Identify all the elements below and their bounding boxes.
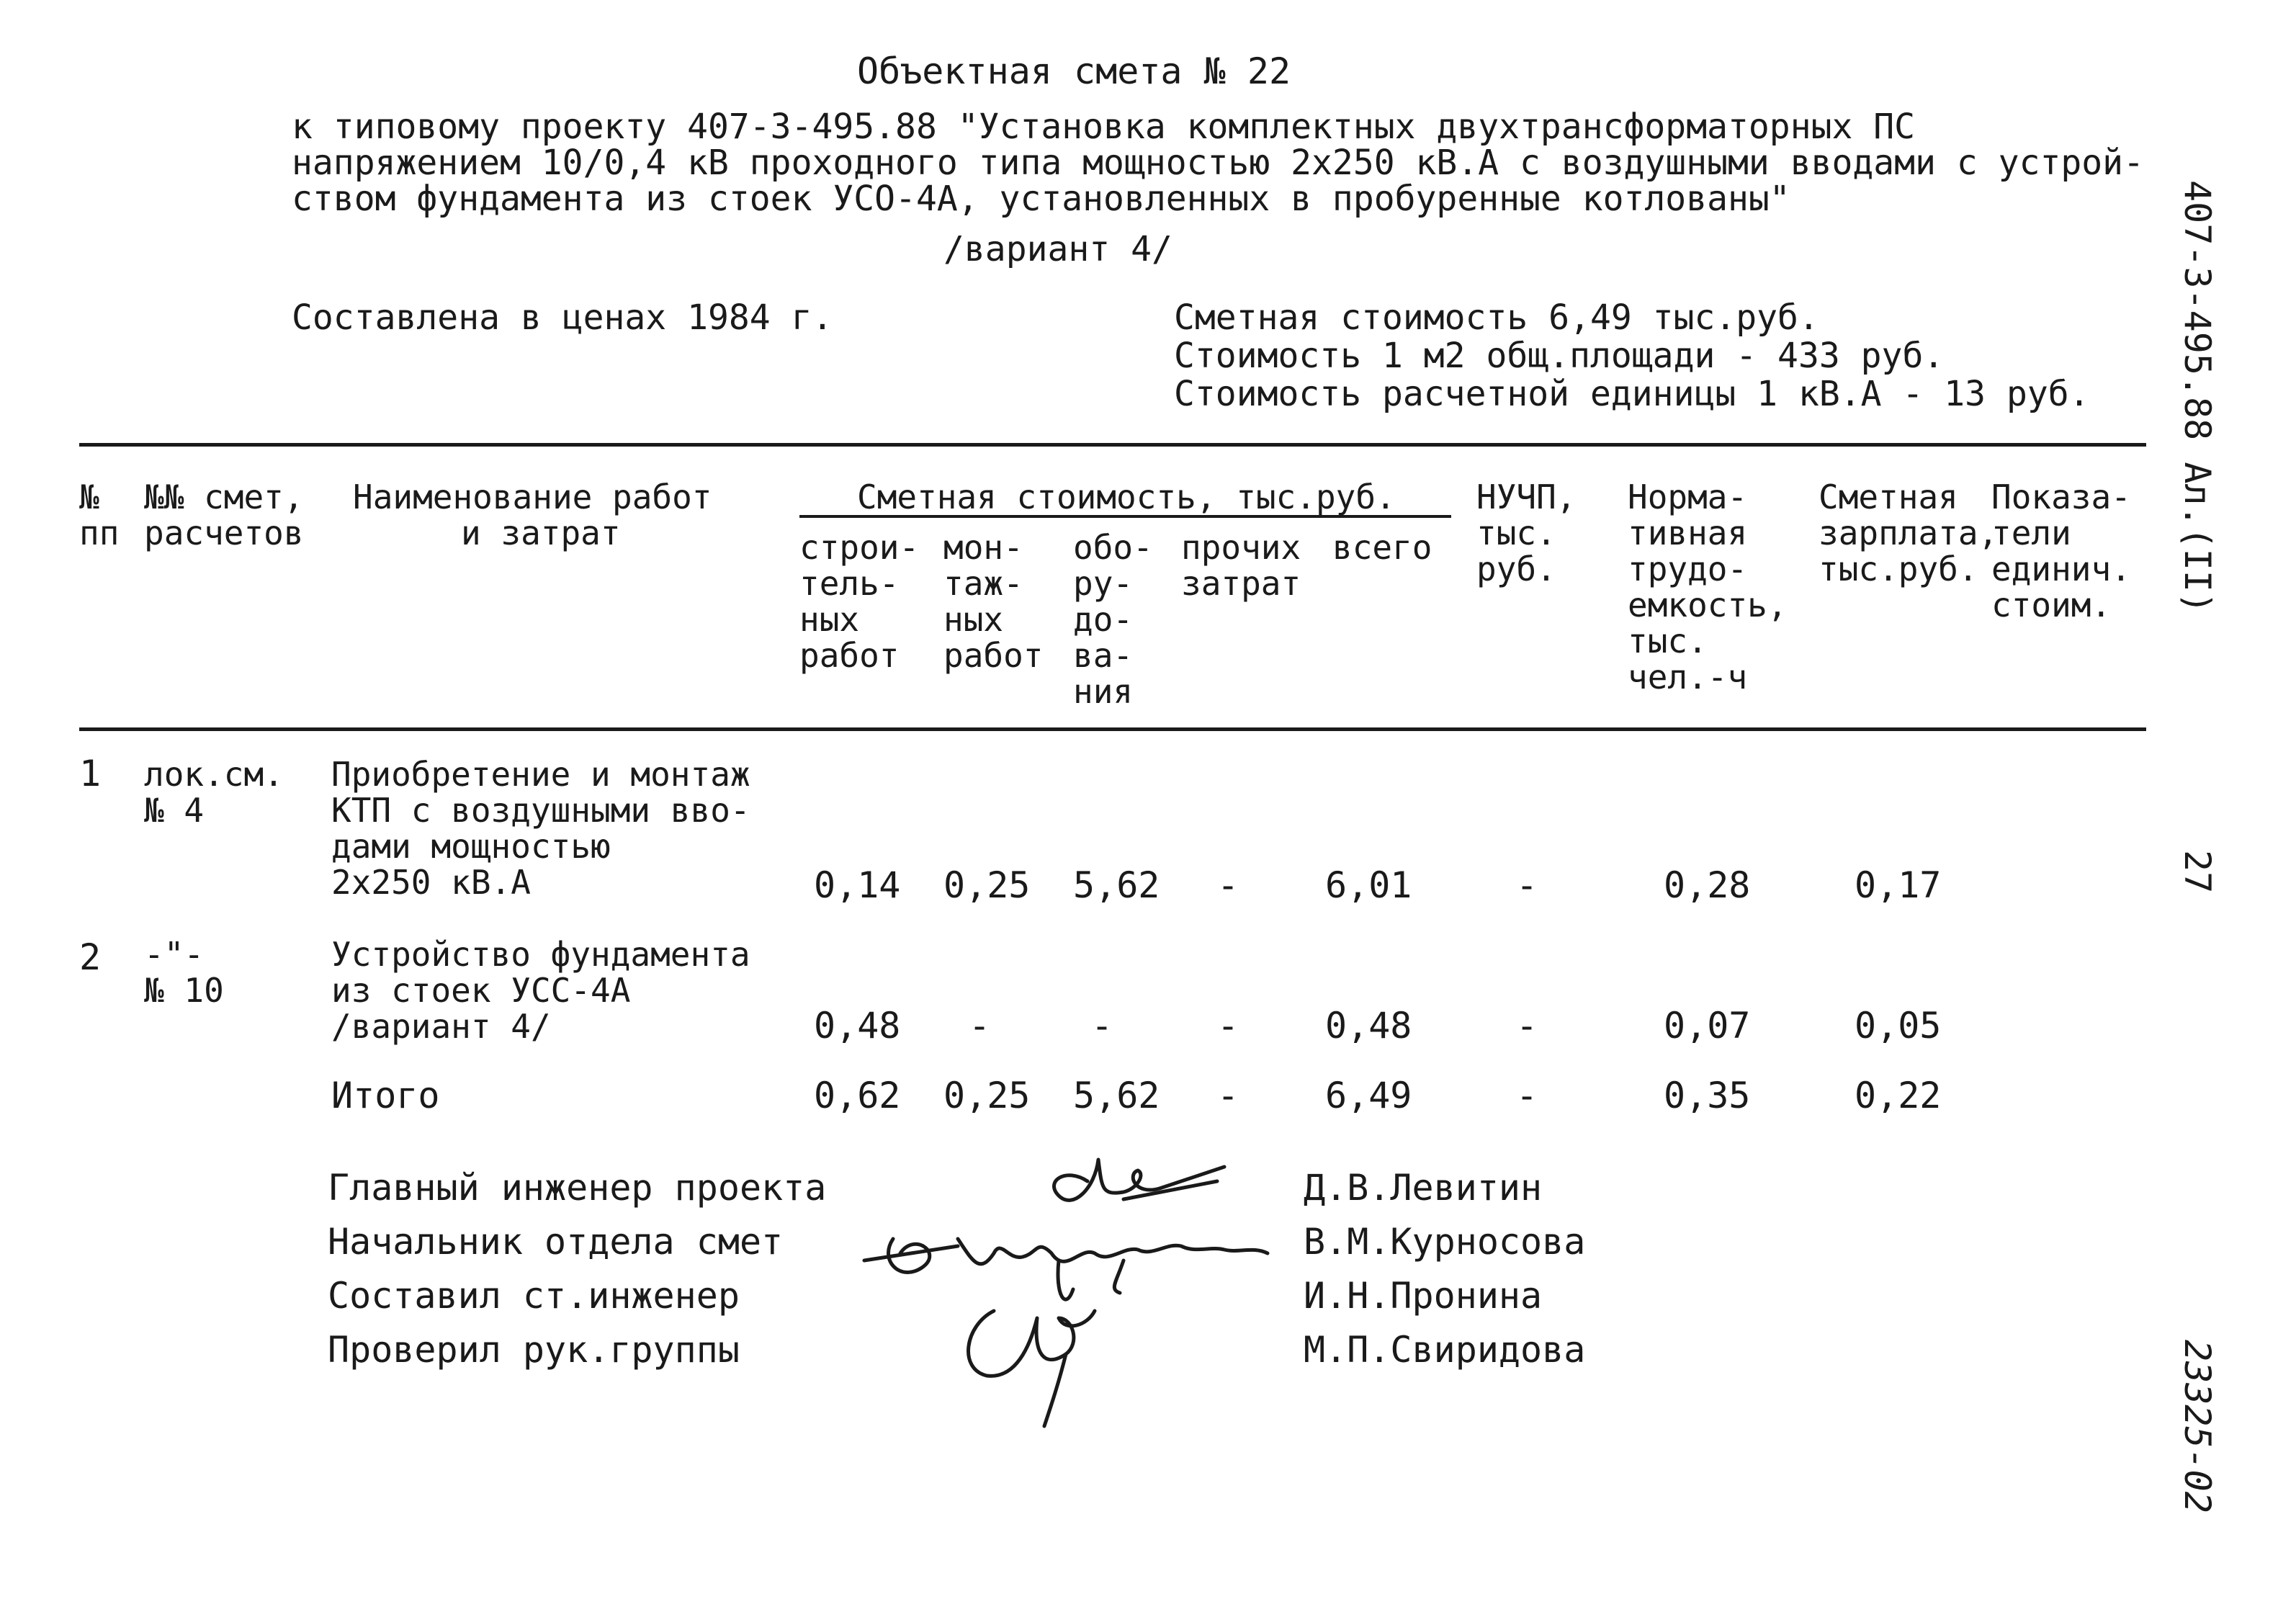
- variant-label: /вариант 4/: [943, 229, 1172, 269]
- row-labor: 0,07: [1664, 1005, 1751, 1047]
- header-nuchp: НУЧП, тыс. руб.: [1476, 478, 1577, 588]
- header-num: № пп: [79, 478, 120, 552]
- cost-line-1: Сметная стоимость 6,49 тыс.руб.: [1174, 297, 1819, 338]
- total-nuchp: -: [1516, 1075, 1538, 1116]
- row-other: -: [1217, 864, 1239, 906]
- header-mount: мон- таж- ных работ: [943, 528, 1044, 675]
- total-label: Итого: [331, 1075, 440, 1116]
- row-salary: 0,17: [1855, 864, 1942, 906]
- header-cost-group: Сметная стоимость, тыс.руб.: [799, 479, 1451, 518]
- row-build: 0,48: [814, 1005, 901, 1047]
- header-estimates: №№ смет, расчетов: [144, 478, 304, 552]
- document-title: Объектная смета № 22: [857, 50, 1291, 92]
- row-other: -: [1217, 1005, 1239, 1047]
- prices-year: Составлена в ценах 1984 г.: [292, 297, 833, 338]
- header-salary: Сметная зарплата, тыс.руб.: [1819, 478, 1999, 588]
- row-nuchp: -: [1516, 864, 1538, 906]
- signature-role: Составил ст.инженер: [328, 1275, 740, 1317]
- header-total: всего: [1332, 528, 1432, 567]
- row-total: 0,48: [1325, 1005, 1412, 1047]
- row-build: 0,14: [814, 864, 901, 906]
- row-labor: 0,28: [1664, 864, 1751, 906]
- total-total: 6,49: [1325, 1075, 1412, 1116]
- row-estimate: -"- № 10: [144, 935, 224, 1010]
- header-other: прочих затрат: [1181, 528, 1301, 603]
- header-unit-cost: Показа- тели единич. стоим.: [1991, 478, 2131, 624]
- header-equipment: обо- ру- до- ва- ния: [1073, 528, 1153, 711]
- row-estimate: лок.см. № 4: [144, 755, 284, 830]
- header-build: строи- тель- ных работ: [799, 528, 920, 675]
- signature-role: Проверил рук.группы: [328, 1329, 740, 1371]
- row-total: 6,01: [1325, 864, 1412, 906]
- signature-name: М.П.Свиридова: [1304, 1329, 1586, 1371]
- signature-role: Главный инженер проекта: [328, 1167, 827, 1209]
- signature-name: В.М.Курносова: [1304, 1221, 1586, 1263]
- row-name: Устройство фундамента из стоек УСС-4А /вариант 4/: [331, 935, 750, 1046]
- row-num: 2: [79, 936, 102, 978]
- cost-line-3: Стоимость расчетной единицы 1 кВ.А - 13 руб.: [1174, 374, 2090, 414]
- total-build: 0,62: [814, 1075, 901, 1116]
- row-salary: 0,05: [1855, 1005, 1942, 1047]
- header-labor: Норма- тивная трудо- емкость, тыс. чел.-ч: [1628, 478, 1788, 696]
- total-labor: 0,35: [1664, 1075, 1751, 1116]
- total-other: -: [1217, 1075, 1239, 1116]
- total-mount: 0,25: [943, 1075, 1031, 1116]
- row-equipment: 5,62: [1073, 864, 1160, 906]
- row-mount: -: [969, 1005, 991, 1047]
- subtitle-line-1: к типовому проекту 407-3-495.88 "Установка комплектных двухтрансформаторных ПС: [292, 107, 1916, 147]
- row-nuchp: -: [1516, 1005, 1538, 1047]
- subtitle-line-3: ством фундамента из стоек УСО-4А, установленных в пробуренные котлованы": [292, 179, 1790, 219]
- total-equipment: 5,62: [1073, 1075, 1160, 1116]
- subtitle-line-2: напряжением 10/0,4 кВ проходного типа мощностью 2х250 кВ.А с воздушными вводами с устрой-: [292, 143, 2144, 183]
- side-page-number: 27: [2176, 850, 2218, 894]
- signature-name: Д.В.Левитин: [1304, 1167, 1543, 1209]
- total-salary: 0,22: [1855, 1075, 1942, 1116]
- table-header-rule: [79, 727, 2146, 731]
- signature-role: Начальник отдела смет: [328, 1221, 784, 1263]
- signature-name: И.Н.Пронина: [1304, 1275, 1543, 1317]
- side-inventory-number: 23325-02: [2176, 1340, 2218, 1513]
- table-top-rule: [79, 443, 2146, 447]
- row-num: 1: [79, 753, 102, 794]
- handwritten-signatures-icon: [850, 1138, 1318, 1441]
- row-equipment: -: [1091, 1005, 1113, 1047]
- side-document-code: 407-3-495.88 Ал.(II): [2176, 180, 2218, 614]
- row-name: Приобретение и монтаж КТП с воздушными вво- дами мощностью 2х250 кВ.А: [331, 755, 750, 902]
- row-mount: 0,25: [943, 864, 1031, 906]
- cost-line-2: Стоимость 1 м2 общ.площади - 433 руб.: [1174, 336, 1945, 376]
- header-name: Наименование работ и затрат: [353, 478, 712, 552]
